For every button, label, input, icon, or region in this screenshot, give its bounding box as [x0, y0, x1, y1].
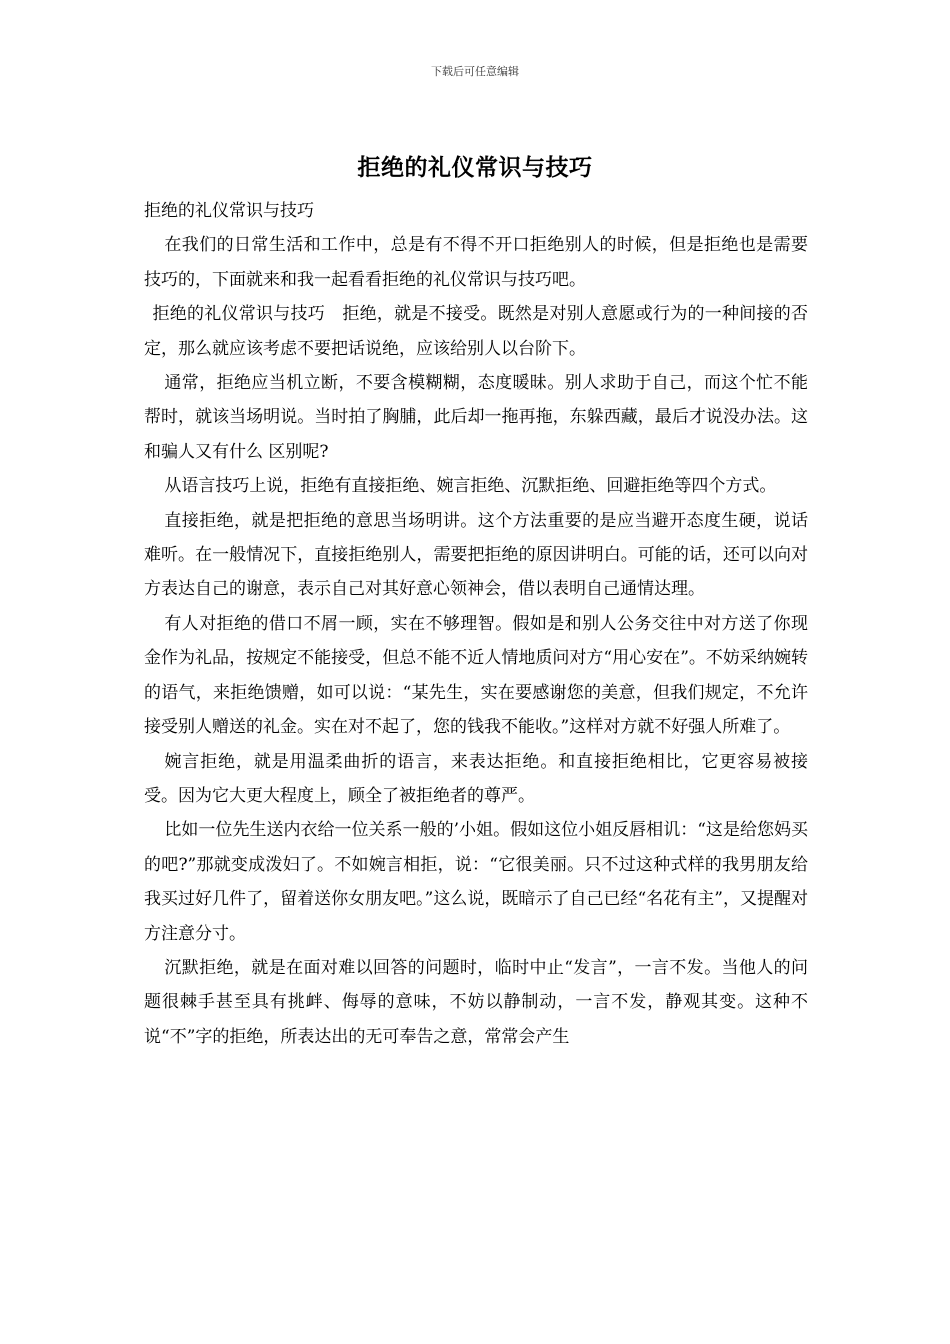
document-body [144, 194, 808, 1054]
paragraph: 沉默拒绝，就是在面对难以回答的问题时，临时中止“发言”，一言不发。当他人的问题很棘手甚至具有挑衅、侮辱的意味，不妨以静制动，一言不发，静观其变。这种不说“不”字的拒绝，所表达出的无可奉告之意，常常会产生 [144, 957, 808, 1047]
paragraph: 从语言技巧上说，拒绝有直接拒绝、婉言拒绝、沉默拒绝、回避拒绝等四个方式。 [164, 476, 777, 497]
paragraph: 婉言拒绝，就是用温柔曲折的语言，来表达拒绝。和直接拒绝相比，它更容易被接受。因为它大更大程度上，顾全了被拒绝者的尊严。 [144, 751, 808, 806]
paragraph: 有人对拒绝的借口不屑一顾，实在不够理智。假如是和别人公务交往中对方送了你现金作为礼品，按规定不能接受，但总不能不近人情地质问对方“用心安在”。不妨采纳婉转的语气，来拒绝馈赠，如可以说：“某先生，实在要感谢您的美意，但我们规定，不允许接受别人赠送的礼金。实在对不起了，您的钱我不能收。”这样对方就不好强人所难了。 [144, 613, 808, 738]
paragraph: 拒绝的礼仪常识与技巧 拒绝，就是不接受。既然是对别人意愿或行为的一种间接的否定，那么就应该考虑不要把话说绝，应该给别人以台阶下。 [144, 304, 808, 359]
paragraph: 直接拒绝，就是把拒绝的意思当场明讲。这个方法重要的是应当避开态度生硬，说话难听。在一般情况下，直接拒绝别人，需要把拒绝的原因讲明白。可能的话，还可以向对方表达自己的谢意，表示自己对其好意心领神会，借以表明自己通情达理。 [144, 510, 808, 600]
paragraph: 通常，拒绝应当机立断，不要含模糊糊，态度暖昧。别人求助于自己，而这个忙不能帮时，就该当场明说。当时拍了胸脯，此后却一拖再拖，东躲西藏，最后才说没办法。这和骗人又有什么 区别呢? [144, 373, 808, 462]
paragraph: 比如一位先生送内衣给一位关系一般的’小姐。假如这位小姐反唇相讥：“这是给您妈买的吧?”那就变成泼妇了。不如婉言相拒，说：“它很美丽。只不过这种式样的我男朋友给我买过好几件了，留着送你女朋友吧。”这么说，既暗示了自己已经“名花有主”，又提醒对方注意分寸。 [144, 820, 808, 944]
paragraph-subtitle: 拒绝的礼仪常识与技巧 [144, 201, 314, 221]
page-header: 下载后可任意编辑 [431, 65, 519, 78]
paragraph: 在我们的日常生活和工作中，总是有不得不开口拒绝别人的时候，但是拒绝也是需要技巧的，下面就来和我一起看看拒绝的礼仪常识与技巧吧。 [144, 235, 808, 290]
document-title: 拒绝的礼仪常识与技巧 [357, 154, 593, 181]
